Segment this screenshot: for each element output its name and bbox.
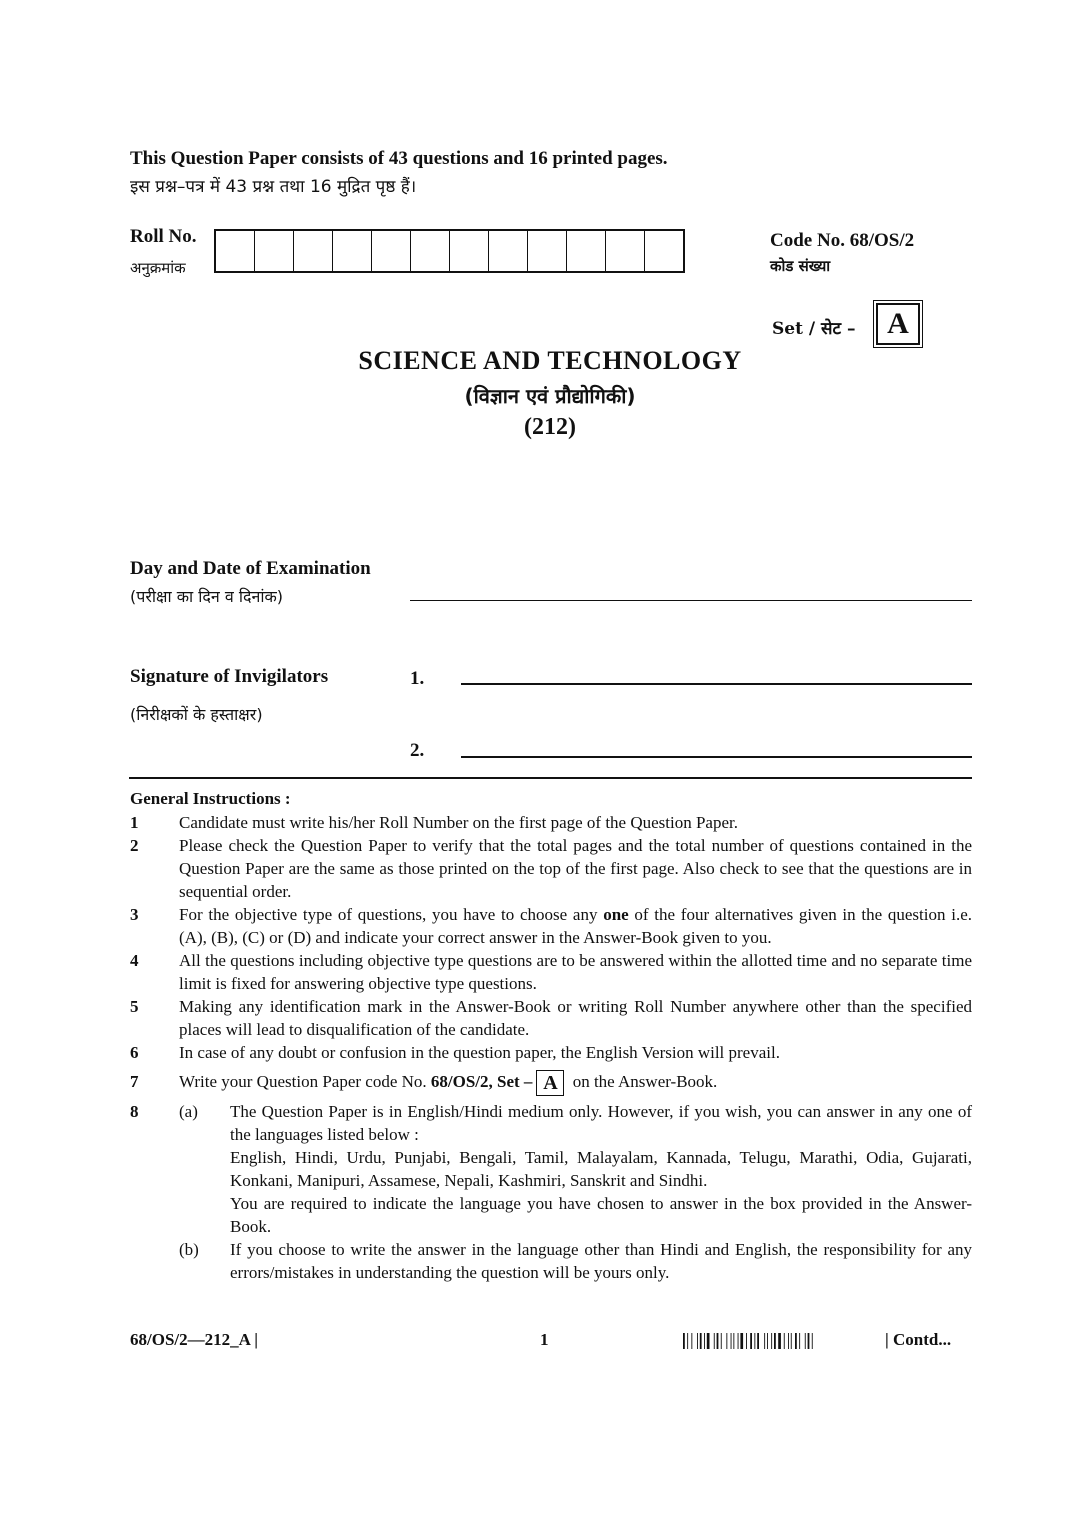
exam-date-label: Day and Date of Examination: [130, 558, 371, 579]
instruction-item: [130, 949, 972, 995]
barcode-bar: [704, 1333, 705, 1349]
instruction-number: 5: [130, 997, 139, 1016]
barcode-bar: [721, 1333, 722, 1349]
sub-item-label: (b): [179, 1240, 199, 1260]
roll-number-label: Roll No.: [130, 226, 197, 247]
barcode-bar: [791, 1333, 792, 1349]
roll-digit-box[interactable]: [450, 231, 489, 271]
roll-digit-box[interactable]: [645, 231, 683, 271]
roll-digit-box[interactable]: [216, 231, 255, 271]
barcode-bar: [808, 1333, 810, 1349]
footer-code: 68/OS/2—212_A |: [130, 1330, 258, 1349]
instruction-number: 2: [130, 836, 139, 855]
subject-title-hi: (विज्ञान एवं प्रौद्योगिकी): [464, 384, 636, 408]
instruction-text: In case of any doubt or confusion in the question paper, the English Version will prevail.: [179, 1043, 780, 1062]
barcode-bar: [733, 1333, 734, 1349]
instruction-text: [179, 903, 972, 949]
sub-item-label: (a): [179, 1102, 198, 1122]
barcode-bar: [697, 1333, 698, 1349]
paper-info-en: This Question Paper consists of 43 questions and 16 printed pages.: [130, 148, 668, 169]
roll-digit-box[interactable]: [294, 231, 333, 271]
barcode-bar: [707, 1333, 710, 1349]
roll-digit-box[interactable]: [528, 231, 567, 271]
instruction-item: [130, 1070, 972, 1096]
instruction-text: [179, 1070, 972, 1096]
instruction-text: [179, 1100, 972, 1284]
instruction-text: All the questions including objective type questions are to be answered within the allotted time and no separate time limit is fixed for answering objective type questions.: [179, 951, 972, 993]
instruction-number: 1: [130, 813, 139, 832]
instruction-sub-item: [179, 1238, 972, 1284]
barcode-bar: [812, 1333, 813, 1349]
sub-item-paragraph: You are required to indicate the language you have chosen to answer in the box provided in the Answer-Book.: [230, 1194, 972, 1237]
barcode-bar: [774, 1333, 776, 1349]
invigilator-signature-label-hi: (निरीक्षकों के हस्ताक्षर): [130, 705, 263, 724]
instruction-item: [130, 834, 972, 903]
instruction-number: 3: [130, 905, 139, 924]
code-number-hi: कोड संख्या: [770, 257, 831, 275]
barcode-bar: [767, 1333, 768, 1349]
barcode-bar: [750, 1333, 752, 1349]
roll-digit-box[interactable]: [567, 231, 606, 271]
barcode-bar: [731, 1333, 732, 1349]
instruction-item: [130, 903, 972, 949]
instruction-emphasis: 68/OS/2, Set –: [430, 1072, 533, 1091]
instruction-number: 7: [130, 1072, 139, 1091]
barcode-bar: [726, 1333, 727, 1349]
barcode-bar: [714, 1333, 715, 1349]
invigilator-2-number: 2.: [410, 740, 425, 761]
sub-item-text: If you choose to write the answer in the language other than Hindi and English, the responsibility for any errors/mistakes in understanding the question will be yours only.: [230, 1240, 972, 1283]
roll-digit-box[interactable]: [411, 231, 450, 271]
instruction-item: [130, 1100, 972, 1284]
footer-contd: | Contd...: [885, 1330, 952, 1349]
exam-date-field[interactable]: [410, 600, 972, 601]
set-inline-box: A: [536, 1070, 564, 1096]
subject-code: (212): [524, 414, 576, 440]
sub-item-paragraph: English, Hindi, Urdu, Punjabi, Bengali, Tamil, Malayalam, Kannada, Telugu, Marathi, Odia, Gujarati, Konkani, Manipuri, Assamese, Nepali, Kashmiri, Sanskrit and Sindhi.: [230, 1148, 972, 1191]
barcode-bar: [717, 1333, 719, 1349]
page-number: 1: [540, 1330, 549, 1349]
invigilator-1-number: 1.: [410, 668, 425, 689]
instruction-text: Making any identification mark in the Answer-Book or writing Roll Number anywhere other than the specified places will lead to disqualification of the candidate.: [179, 997, 972, 1039]
divider: [129, 777, 972, 779]
barcode-bar: [740, 1333, 743, 1349]
barcode-bar: [700, 1333, 702, 1349]
barcode-bar: [784, 1333, 785, 1349]
instruction-number: 4: [130, 951, 139, 970]
exam-date-label-hi: (परीक्षा का दिन व दिनांक): [130, 587, 284, 606]
instruction-item: [130, 1041, 972, 1064]
instructions-list: [130, 811, 972, 1284]
code-number: Code No. 68/OS/2: [770, 230, 915, 251]
instruction-item: [130, 995, 972, 1041]
instruction-text-part: For the objective type of questions, you have to choose any: [179, 905, 604, 924]
barcode-bar: [795, 1333, 797, 1349]
instruction-text-part: on the Answer-Book.: [568, 1072, 718, 1091]
instruction-text: Candidate must write his/her Roll Number on the first page of the Question Paper.: [179, 813, 738, 832]
paper-info-hi: इस प्रश्न–पत्र में 43 प्रश्न तथा 16 मुद्रित पृष्ठ हैं।: [130, 177, 417, 197]
barcode-bar: [764, 1333, 765, 1349]
barcode-bar: [778, 1333, 781, 1349]
barcode-bar: [771, 1333, 772, 1349]
instruction-item: [130, 811, 972, 834]
instruction-text-part: of the four alternatives given in the question i.e. (A), (B), (C) or (D) and indicate your correct answer in the Answer-Book given to you.: [179, 905, 972, 947]
barcode-bar: [799, 1333, 800, 1349]
sub-item-paragraph: The Question Paper is in English/Hindi medium only. However, if you wish, you can answer in any one of the languages listed below :: [230, 1102, 972, 1145]
barcode-bar: [757, 1333, 759, 1349]
instruction-text: Please check the Question Paper to verify that the total pages and the total number of questions contained in the Question Paper are the same as those printed on the top of the first page. Also check to see that the questions are in sequential order.: [179, 836, 972, 901]
roll-digit-box[interactable]: [606, 231, 645, 271]
barcode-bar: [754, 1333, 755, 1349]
invigilator-2-signature-field[interactable]: [461, 756, 972, 758]
roll-digit-box[interactable]: [255, 231, 294, 271]
sub-item-text: [230, 1100, 972, 1238]
set-box: A: [876, 303, 920, 345]
barcode-bar: [691, 1333, 692, 1349]
barcode-bar: [738, 1333, 739, 1349]
instruction-sub-item: [179, 1100, 972, 1238]
instruction-number: 8: [130, 1102, 139, 1122]
invigilator-signature-label: Signature of Invigilators: [130, 666, 329, 687]
barcode-bar: [683, 1333, 685, 1349]
barcode-bar: [788, 1333, 789, 1349]
barcode-bar: [805, 1333, 806, 1349]
roll-number-boxes[interactable]: [214, 229, 685, 273]
instruction-number: 6: [130, 1043, 139, 1062]
subject-title: SCIENCE AND TECHNOLOGY: [358, 346, 742, 375]
barcode: [683, 1333, 861, 1349]
roll-digit-box[interactable]: [489, 231, 528, 271]
invigilator-1-signature-field[interactable]: [461, 683, 972, 685]
instruction-emphasis: one: [603, 905, 629, 924]
instruction-text-part: Write your Question Paper code No.: [179, 1072, 431, 1091]
barcode-bar: [687, 1333, 688, 1349]
roll-digit-box[interactable]: [333, 231, 372, 271]
instructions-heading: General Instructions :: [130, 789, 291, 808]
roll-number-label-hi: अनुक्रमांक: [130, 259, 186, 277]
roll-digit-box[interactable]: [372, 231, 411, 271]
set-label: Set / सेट –: [772, 319, 856, 339]
barcode-bar: [746, 1333, 747, 1349]
